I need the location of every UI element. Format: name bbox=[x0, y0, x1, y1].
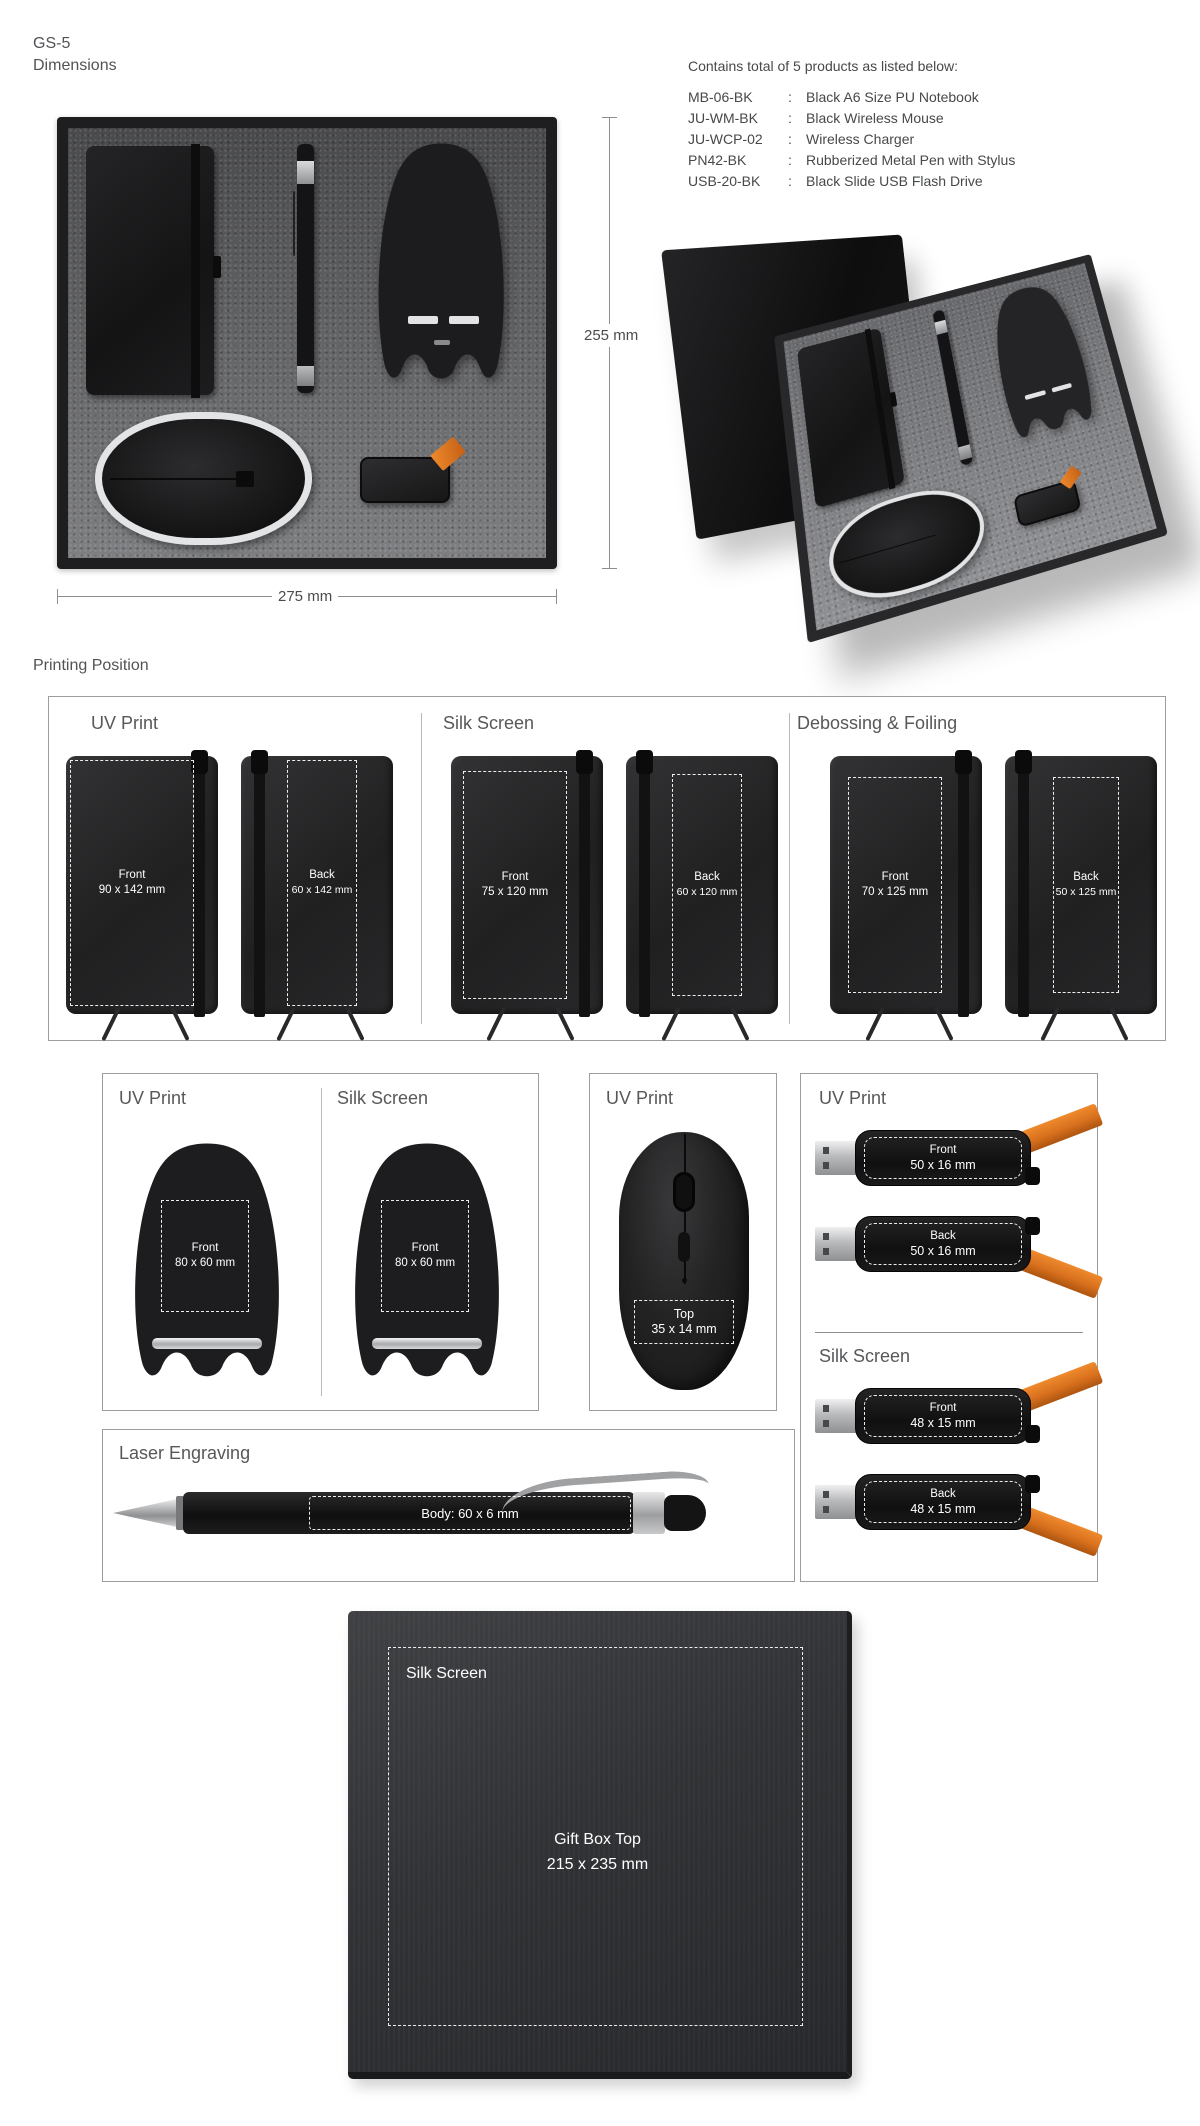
notebook-front-graphic bbox=[66, 756, 218, 1014]
method-title-silk: Silk Screen bbox=[406, 1665, 487, 1682]
print-area: Front 48 x 15 mm bbox=[864, 1395, 1022, 1437]
charger-graphic bbox=[123, 1136, 291, 1398]
method-title-silk: Silk Screen bbox=[337, 1088, 429, 1108]
charger-slot-right bbox=[449, 316, 480, 324]
dim-height-label: 255 mm bbox=[578, 324, 644, 347]
product-code: PN42-BK bbox=[688, 152, 747, 168]
usb-front-graphic bbox=[815, 1388, 1095, 1444]
method-title-deboss: Debossing & Foiling bbox=[797, 713, 958, 733]
dim-width-label: 275 mm bbox=[272, 585, 338, 608]
gift-box-print-label: Gift Box Top 215 x 235 mm bbox=[546, 1831, 649, 1873]
notebook-photo bbox=[86, 146, 214, 395]
method-title-uv: UV Print bbox=[91, 713, 159, 733]
gift-set-photo-angled bbox=[660, 226, 1160, 626]
notebook-front-graphic bbox=[830, 756, 982, 1014]
notebook-print-panel bbox=[48, 696, 1166, 1041]
print-area: Back 60 x 120 mm bbox=[672, 774, 742, 996]
method-title-laser: Laser Engraving bbox=[119, 1443, 251, 1463]
product-name: Rubberized Metal Pen with Stylus bbox=[806, 152, 1016, 168]
charger-stand-bar bbox=[152, 1338, 263, 1349]
contents-title: Contains total of 5 products as listed below: bbox=[688, 58, 959, 74]
charger-print-panel bbox=[102, 1073, 539, 1411]
usb-photo bbox=[1013, 478, 1082, 528]
pen-photo bbox=[933, 309, 973, 465]
pen-print-panel bbox=[102, 1429, 795, 1582]
print-area: Body: 60 x 6 mm bbox=[309, 1496, 631, 1530]
list-item: JU-WM-BK : Black Wireless Mouse bbox=[688, 108, 1168, 129]
usb-strap-orange bbox=[1060, 465, 1082, 489]
product-code: JU-WCP-02 bbox=[688, 131, 763, 147]
product-name: Black Slide USB Flash Drive bbox=[806, 173, 983, 189]
pen-graphic bbox=[113, 1490, 789, 1536]
dim-line-height bbox=[584, 117, 639, 569]
pen-photo bbox=[297, 144, 313, 393]
list-item: USB-20-BK : Black Slide USB Flash Drive bbox=[688, 171, 1168, 192]
gift-box-top-photo bbox=[348, 1611, 852, 2079]
scroll-wheel bbox=[673, 1172, 695, 1212]
product-code-title: GS-5 bbox=[33, 35, 71, 52]
notebook-front-graphic bbox=[451, 756, 603, 1014]
method-title-uv: UV Print bbox=[606, 1088, 674, 1108]
product-name: Wireless Charger bbox=[806, 131, 915, 147]
charger-slot-small bbox=[434, 340, 450, 345]
notebook-back-graphic bbox=[626, 756, 778, 1014]
dim-line-width bbox=[57, 588, 557, 605]
print-area: Front 80 x 60 mm bbox=[161, 1200, 249, 1312]
print-area: Front 50 x 16 mm bbox=[864, 1137, 1022, 1179]
usb-connector bbox=[815, 1399, 859, 1433]
product-code: MB-06-BK bbox=[688, 89, 753, 105]
product-code: JU-WM-BK bbox=[688, 110, 758, 126]
printing-section-title: Printing Position bbox=[33, 657, 149, 674]
print-area: Back 50 x 125 mm bbox=[1053, 777, 1119, 993]
method-title-silk: Silk Screen bbox=[819, 1346, 911, 1366]
mouse-graphic bbox=[619, 1132, 749, 1390]
list-item: JU-WCP-02 : Wireless Charger bbox=[688, 129, 1168, 150]
gift-set-photo-flat bbox=[57, 117, 557, 569]
usb-front-graphic bbox=[815, 1130, 1095, 1186]
print-area: Back 48 x 15 mm bbox=[864, 1481, 1022, 1523]
wireless-charger-photo bbox=[368, 136, 514, 400]
notebook-photo bbox=[797, 327, 905, 508]
print-area: Back 50 x 16 mm bbox=[864, 1223, 1022, 1265]
mouse-print-panel bbox=[589, 1073, 777, 1411]
print-area: Back 60 x 142 mm bbox=[287, 760, 357, 1006]
dimensions-section-title: Dimensions bbox=[33, 57, 117, 74]
pen-tip bbox=[113, 1499, 177, 1527]
charger-stand-bar bbox=[372, 1338, 483, 1349]
notebook-pen-loop bbox=[213, 256, 221, 278]
print-area: Front 75 x 120 mm bbox=[463, 771, 567, 999]
usb-print-panel bbox=[800, 1073, 1098, 1582]
product-name: Black A6 Size PU Notebook bbox=[806, 89, 979, 105]
notebook-back-graphic bbox=[1005, 756, 1157, 1014]
list-item: MB-06-BK : Black A6 Size PU Notebook bbox=[688, 87, 1168, 108]
print-area: Top 35 x 14 mm bbox=[634, 1300, 734, 1344]
usb-photo bbox=[360, 457, 451, 503]
product-name: Black Wireless Mouse bbox=[806, 110, 944, 126]
product-code: USB-20-BK bbox=[688, 173, 761, 189]
charger-graphic bbox=[343, 1136, 511, 1398]
usb-strap-orange bbox=[430, 436, 465, 470]
method-title-uv: UV Print bbox=[119, 1088, 187, 1108]
wireless-charger-photo bbox=[976, 272, 1107, 456]
usb-connector bbox=[815, 1141, 859, 1175]
notebook-band bbox=[191, 144, 200, 398]
usb-connector bbox=[815, 1227, 859, 1261]
usb-back-graphic bbox=[815, 1216, 1095, 1272]
mouse-photo bbox=[95, 412, 312, 545]
pen-stylus-tip bbox=[664, 1495, 706, 1531]
method-title-uv: UV Print bbox=[819, 1088, 887, 1108]
foam-tray bbox=[68, 128, 546, 558]
charger-slot-left bbox=[408, 316, 439, 324]
notebook-back-graphic bbox=[241, 756, 393, 1014]
usb-connector bbox=[815, 1485, 859, 1519]
list-item: PN42-BK : Rubberized Metal Pen with Stylus bbox=[688, 150, 1168, 171]
print-area: Front 90 x 142 mm bbox=[70, 760, 194, 1006]
usb-back-graphic bbox=[815, 1474, 1095, 1530]
print-area: Front 80 x 60 mm bbox=[381, 1200, 469, 1312]
contents-list bbox=[688, 58, 1168, 192]
print-area: Front 70 x 125 mm bbox=[848, 777, 942, 993]
method-title-silk: Silk Screen bbox=[443, 713, 535, 733]
